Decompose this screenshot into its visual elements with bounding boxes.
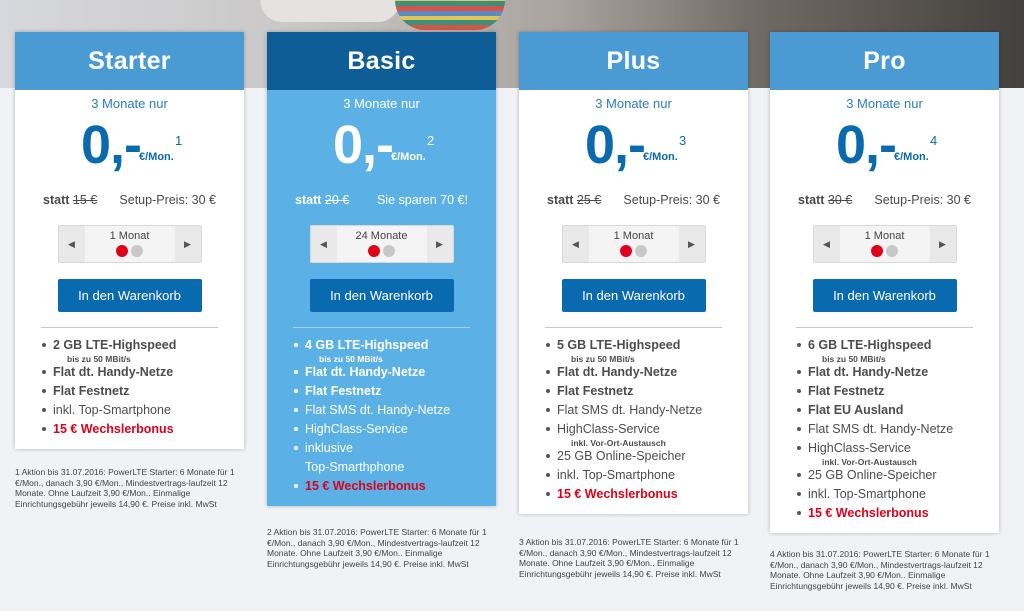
plan-title: Basic <box>267 32 496 90</box>
feature-item <box>53 382 234 401</box>
duration-indicator <box>840 245 930 257</box>
add-to-cart-button[interactable]: In den Warenkorb <box>310 279 454 312</box>
feature-label: 15 € Wechslerbonus <box>808 506 929 520</box>
feature-label: Flat dt. Handy-Netze <box>557 365 678 379</box>
feature-label: inkl. Top-Smartphone <box>557 468 675 482</box>
setup-price: Setup-Preis: 30 € <box>874 193 971 207</box>
old-price <box>295 193 349 207</box>
feature-item <box>808 382 989 401</box>
feature-label: Top-Smarthphone <box>305 460 405 474</box>
chevron-left-icon[interactable]: ◀ <box>814 226 840 262</box>
duration-stepper[interactable] <box>58 225 202 263</box>
feature-item <box>557 485 738 504</box>
duration-stepper[interactable] <box>310 225 454 263</box>
chevron-left-icon[interactable]: ◀ <box>311 226 337 262</box>
indicator-dot-active[interactable] <box>116 245 128 257</box>
feature-label: HighClass-Service <box>808 441 911 455</box>
feature-sub-label: bis zu 50 MBit/s <box>67 354 131 364</box>
feature-item <box>808 336 989 363</box>
feature-item <box>557 466 738 485</box>
feature-label: Flat Festnetz <box>305 384 382 398</box>
feature-item <box>808 466 989 485</box>
price-block <box>519 111 748 183</box>
duration-label: 1 Monat <box>613 230 654 242</box>
duration-indicator <box>85 245 175 257</box>
feature-item <box>808 420 989 439</box>
feature-label: Flat dt. Handy-Netze <box>305 365 426 379</box>
duration-label: 24 Monate <box>355 230 408 242</box>
duration-stepper[interactable] <box>562 225 706 263</box>
old-price-value: 15 € <box>72 193 98 207</box>
feature-label: Flat SMS dt. Handy-Netze <box>305 403 451 417</box>
hero-photo-detail <box>260 0 400 22</box>
feature-item <box>557 336 738 363</box>
statt-label: statt <box>547 193 574 207</box>
feature-label: 15 € Wechslerbonus <box>557 487 678 501</box>
promo-text: 3 Monate nur <box>91 96 168 111</box>
feature-label: 2 GB LTE-Highspeed <box>53 338 177 352</box>
feature-label: Flat dt. Handy-Netze <box>808 365 929 379</box>
indicator-dot-active[interactable] <box>620 245 632 257</box>
setup-price: Setup-Preis: 30 € <box>119 193 216 207</box>
feature-label: HighClass-Service <box>305 422 408 436</box>
price-value: 0,- <box>81 115 142 175</box>
price-compare-row <box>15 193 244 207</box>
duration-display <box>840 226 930 262</box>
add-to-cart-button[interactable]: In den Warenkorb <box>813 279 957 312</box>
feature-label: inkl. Top-Smartphone <box>808 487 926 501</box>
price-unit: €/Mon. <box>139 151 174 163</box>
setup-price: Sie sparen 70 €! <box>376 193 468 207</box>
feature-item <box>305 401 486 420</box>
plan-card-pro <box>770 32 999 533</box>
chevron-left-icon[interactable]: ◀ <box>59 226 85 262</box>
plan-card-basic <box>267 32 496 506</box>
feature-item <box>808 439 989 466</box>
plan-card-starter <box>15 32 244 449</box>
chevron-right-icon[interactable]: ▶ <box>679 226 705 262</box>
duration-label: 1 Monat <box>109 230 150 242</box>
price-block <box>15 111 244 183</box>
duration-stepper[interactable] <box>813 225 957 263</box>
add-to-cart-button[interactable]: In den Warenkorb <box>58 279 202 312</box>
feature-list <box>770 328 999 533</box>
old-price-value: 20 € <box>324 193 350 207</box>
chevron-right-icon[interactable]: ▶ <box>427 226 453 262</box>
feature-label: Flat EU Ausland <box>808 403 904 417</box>
feature-sub-label: inkl. Vor-Ort-Austausch <box>571 438 666 448</box>
indicator-dot[interactable] <box>383 245 395 257</box>
feature-label: 15 € Wechslerbonus <box>53 422 174 436</box>
feature-item <box>557 363 738 382</box>
feature-item <box>557 401 738 420</box>
plan-footnote: 1 Aktion bis 31.07.2016: PowerLTE Starter: 6 Monate für 1 €/Mon., danach 3,90 €/Mon., Mindestvertrags-laufzeit 12 Monate. Ohne Laufzeit 3,90 €/Mon.. Einmalige Einrichtungsgebühr jeweils 14,90 €. Preise inkl. MwSt <box>15 467 235 509</box>
feature-item <box>305 382 486 401</box>
feature-item <box>53 401 234 420</box>
plan-footnote: 2 Aktion bis 31.07.2016: PowerLTE Starter: 6 Monate für 1 €/Mon., danach 3,90 €/Mon., Mindestvertrags-laufzeit 12 Monate. Ohne Laufzeit 3,90 €/Mon.. Einmalige Einrichtungsgebühr jeweils 14,90 €. Preise inkl. MwSt <box>267 527 487 569</box>
feature-item <box>305 420 486 439</box>
old-price-value: 25 € <box>576 193 602 207</box>
feature-sub-label: bis zu 50 MBit/s <box>822 354 886 364</box>
footnote-marker: 4 <box>930 133 938 148</box>
price-value: 0,- <box>585 115 646 175</box>
price-block <box>267 111 496 183</box>
hero-photo-object <box>395 0 505 30</box>
feature-item <box>808 504 989 523</box>
feature-item <box>305 336 486 363</box>
old-price <box>43 193 97 207</box>
feature-label: Flat SMS dt. Handy-Netze <box>808 422 954 436</box>
setup-price: Setup-Preis: 30 € <box>623 193 720 207</box>
duration-indicator <box>589 245 679 257</box>
feature-label: Flat Festnetz <box>557 384 634 398</box>
plan-title: Starter <box>15 32 244 90</box>
feature-item <box>808 363 989 382</box>
plan-title: Plus <box>519 32 748 90</box>
duration-display <box>85 226 175 262</box>
feature-sub-label: bis zu 50 MBit/s <box>571 354 635 364</box>
feature-label: 25 GB Online-Speicher <box>557 449 686 463</box>
feature-sub-label: bis zu 50 MBit/s <box>319 354 383 364</box>
price-value: 0,- <box>333 115 394 175</box>
plan-footnote: 3 Aktion bis 31.07.2016: PowerLTE Starter: 6 Monate für 1 €/Mon., danach 3,90 €/Mon., Mindestvertrags-laufzeit 12 Monate. Ohne Laufzeit 3,90 €/Mon.. Einmalige Einrichtungsgebühr jeweils 14,90 €. Preise inkl. MwSt <box>519 537 739 579</box>
feature-label: 5 GB LTE-Highspeed <box>557 338 681 352</box>
duration-display <box>589 226 679 262</box>
price-compare-row <box>519 193 748 207</box>
feature-list <box>15 328 244 449</box>
feature-item <box>305 477 486 496</box>
indicator-dot-active[interactable] <box>368 245 380 257</box>
duration-label: 1 Monat <box>864 230 905 242</box>
old-price <box>547 193 601 207</box>
feature-label: Flat SMS dt. Handy-Netze <box>557 403 703 417</box>
indicator-dot[interactable] <box>886 245 898 257</box>
chevron-left-icon[interactable]: ◀ <box>563 226 589 262</box>
feature-label: Flat Festnetz <box>808 384 885 398</box>
price-unit: €/Mon. <box>391 151 426 163</box>
plan-footnote: 4 Aktion bis 31.07.2016: PowerLTE Starter: 6 Monate für 1 €/Mon., danach 3,90 €/Mon., Mindestvertrags-laufzeit 12 Monate. Ohne Laufzeit 3,90 €/Mon.. Einmalige Einrichtungsgebühr jeweils 14,90 €. Preise inkl. MwSt <box>770 549 990 591</box>
feature-item <box>305 363 486 382</box>
feature-item <box>53 363 234 382</box>
feature-label: Flat Festnetz <box>53 384 130 398</box>
price-compare-row <box>267 193 496 207</box>
price-value: 0,- <box>836 115 897 175</box>
feature-label: 25 GB Online-Speicher <box>808 468 937 482</box>
statt-label: statt <box>798 193 825 207</box>
footnote-marker: 2 <box>427 133 435 148</box>
feature-item <box>557 382 738 401</box>
indicator-dot-active[interactable] <box>871 245 883 257</box>
price-unit: €/Mon. <box>643 151 678 163</box>
feature-list <box>519 328 748 514</box>
indicator-dot[interactable] <box>131 245 143 257</box>
promo-text: 3 Monate nur <box>846 96 923 111</box>
feature-label: 15 € Wechslerbonus <box>305 479 426 493</box>
feature-item <box>557 420 738 447</box>
promo-text: 3 Monate nur <box>595 96 672 111</box>
feature-label: inkl. Top-Smartphone <box>53 403 171 417</box>
feature-label: HighClass-Service <box>557 422 660 436</box>
feature-sub-label: inkl. Vor-Ort-Austausch <box>822 457 917 467</box>
feature-item <box>53 420 234 439</box>
feature-label: inklusive <box>305 441 353 455</box>
footnote-marker: 1 <box>175 133 183 148</box>
plan-card-plus <box>519 32 748 514</box>
feature-label: Flat dt. Handy-Netze <box>53 365 174 379</box>
chevron-right-icon[interactable]: ▶ <box>930 226 956 262</box>
statt-label: statt <box>43 193 70 207</box>
indicator-dot[interactable] <box>635 245 647 257</box>
feature-item <box>808 485 989 504</box>
add-to-cart-button[interactable]: In den Warenkorb <box>562 279 706 312</box>
feature-item <box>305 458 486 477</box>
old-price-value: 30 € <box>827 193 853 207</box>
feature-list <box>267 328 496 506</box>
feature-label: 4 GB LTE-Highspeed <box>305 338 429 352</box>
statt-label: statt <box>295 193 322 207</box>
feature-item <box>808 401 989 420</box>
duration-indicator <box>337 245 427 257</box>
feature-item <box>53 336 234 363</box>
price-compare-row <box>770 193 999 207</box>
price-block <box>770 111 999 183</box>
feature-label: 6 GB LTE-Highspeed <box>808 338 932 352</box>
promo-text: 3 Monate nur <box>343 96 420 111</box>
duration-display <box>337 226 427 262</box>
old-price <box>798 193 852 207</box>
plan-title: Pro <box>770 32 999 90</box>
chevron-right-icon[interactable]: ▶ <box>175 226 201 262</box>
feature-item <box>305 439 486 458</box>
footnote-marker: 3 <box>679 133 687 148</box>
feature-item <box>557 447 738 466</box>
price-unit: €/Mon. <box>894 151 929 163</box>
